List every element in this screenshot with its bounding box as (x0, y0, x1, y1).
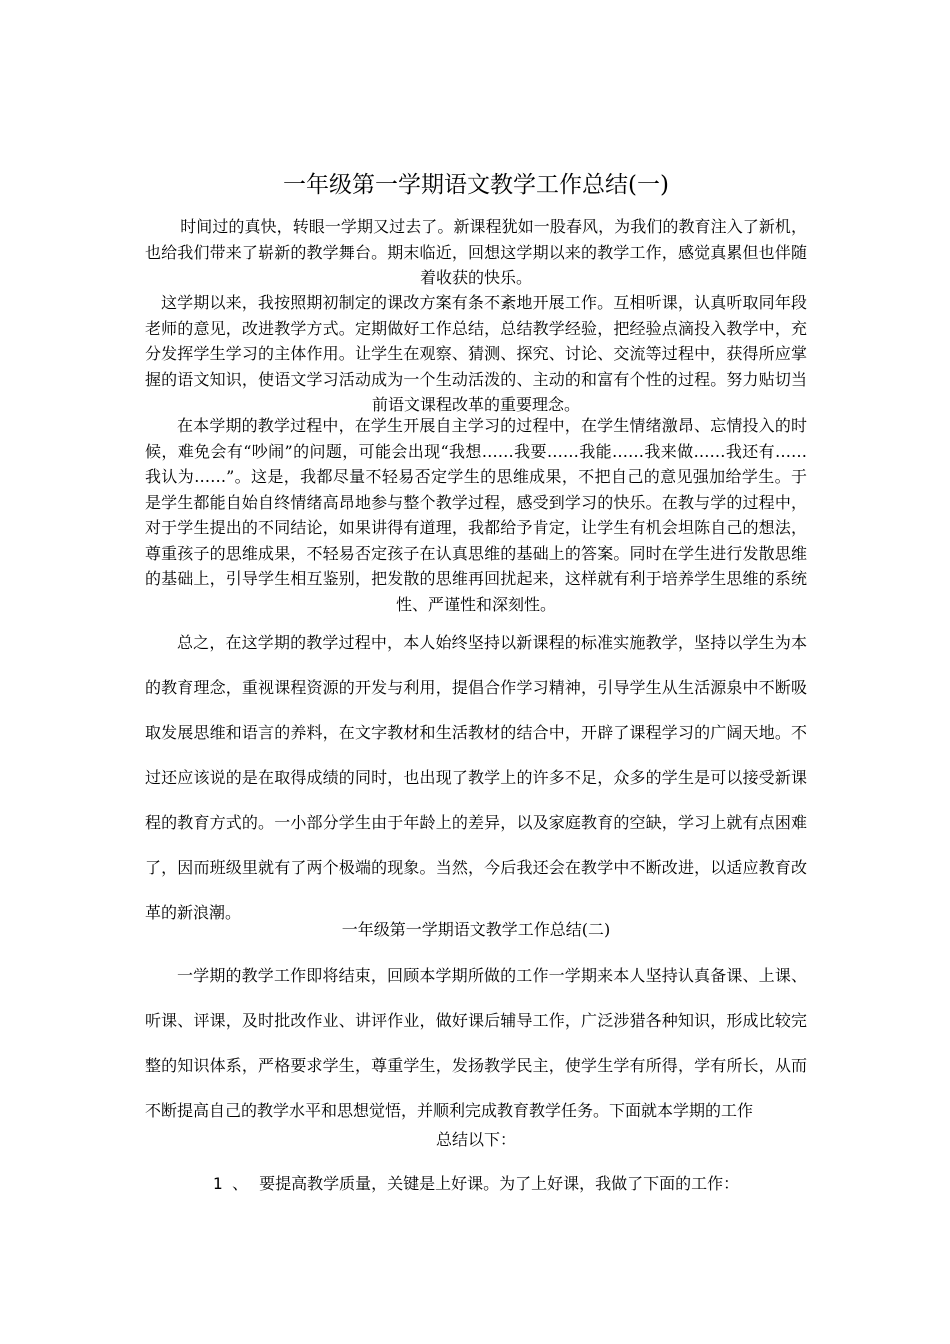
list-item-text: 要提高教学质量，关键是上好课。为了上好课，我做了下面的工作： (259, 1174, 740, 1193)
section-subtitle: 一年级第一学期语文教学工作总结(二) (341, 920, 611, 939)
paragraph-3: 在本学期的教学过程中，在学生开展自主学习的过程中，在学生情绪激昂、忘情投入的时候，难免会有“吵闹”的问题，可能会出现“我想……我要……我能……我来做……我还有……我认为……”。这是，我都尽量不轻易否定学生的思维成果，不把自己的意见强加给学生。于是学生都能自始自终情绪高昂地参与整个教学过程，感受到学习的快乐。在教与学的过程中，对于学生提出的不同结论，如果讲得有道理，我都给予肯定，让学生有机会坦陈自己的想法，尊重孩子的思维成果，不轻易否定孩子在认真思维的基础上的答案。同时在学生进行发散思维的基础上，引导学生相互鉴别，把发散的思维再回扰起来，这样就有利于培养学生思维的系统性、严谨性和深刻性。 (145, 416, 807, 614)
paragraph-4: 总之，在这学期的教学过程中，本人始终坚持以新课程的标准实施教学，坚持以学生为本的教育理念，重视课程资源的开发与利用，提倡合作学习精神，引导学生从生活源泉中不断吸取发展思维和语言的养料，在文字教材和生活教材的结合中，开辟了课程学习的广阔天地。不过还应该说的是在取得成绩的同时，也出现了教学上的许多不足，众多的学生是可以接受新课程的教育方式的。一小部分学生由于年龄上的差异，以及家庭教育的空缺，学习上就有点困难了，因而班级里就有了两个极端的现象。当然，今后我还会在教学中不断改进，以适应教育改革的新浪潮。 (145, 633, 807, 922)
list-item-1 (145, 1172, 807, 1196)
paragraph-5-end: 总结以下： (435, 1130, 516, 1149)
paragraph-2: 这学期以来，我按照期初制定的课改方案有条不紊地开展工作。互相听课，认真听取同年段老师的意见，改进教学方式。定期做好工作总结，总结教学经验，把经验点滴投入教学中，充分发挥学生学习的主体作用。让学生在观察、猜测、探究、讨论、交流等过程中，获得所应掌握的语文知识，使语文学习活动成为一个生动活泼的、主动的和富有个性的过程。努力贴切当前语文课程改革的重要理念。 (145, 293, 807, 414)
document-title: 一年级第一学期语文教学工作总结(一) (283, 172, 669, 198)
list-item-number: 1 、 (212, 1174, 249, 1193)
paragraph-1: 时间过的真快，转眼一学期又过去了。新课程犹如一股春风，为我们的教育注入了新机，也给我们带来了崭新的教学舞台。期末临近，回想这学期以来的教学工作，感觉真累但也伴随着收获的快乐。 (145, 217, 807, 287)
paragraph-5: 一学期的教学工作即将结束，回顾本学期所做的工作一学期来本人坚持认真备课、上课、听课、评课，及时批改作业、讲评作业，做好课后辅导工作，广泛涉猎各种知识，形成比较完整的知识体系，严格要求学生，尊重学生，发扬教学民主，使学生学有所得，学有所长，从而不断提高自己的教学水平和思想觉悟，并顺利完成教育教学任务。下面就本学期的工作 (145, 966, 807, 1120)
